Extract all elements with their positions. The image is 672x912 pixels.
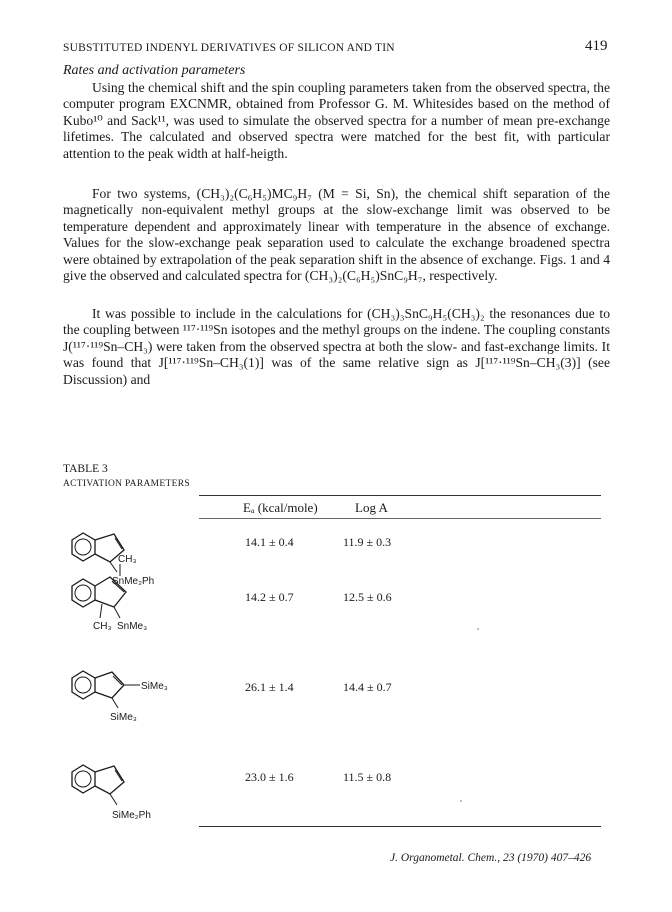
paragraph-2 <box>63 186 610 284</box>
ea-value: 23.0 ± 1.6 <box>245 770 294 784</box>
scan-speck <box>477 628 479 630</box>
substituent-label: CH₃ <box>118 554 137 565</box>
table-header-rule <box>199 518 601 519</box>
ea-value: 14.1 ± 0.4 <box>245 535 294 549</box>
table-top-rule <box>199 495 601 496</box>
table-label: TABLE 3 <box>63 463 108 475</box>
scan-speck <box>460 800 462 802</box>
col-header-ea: Eₐ (kcal/mole) <box>243 500 318 515</box>
paragraph-text: Using the chemical shift and the spin coupling parameters taken from the observed spectra, the computer program EXCNMR, obtained from Professor G. M. Whitesides based on the method of Kubo¹⁰ and Sack¹¹, was used to simulate the observed spectra for a number of mean pre-exchange lifetimes. The calculated and observed spectra were matched for the best fit, with particular attention to the peak width at half-heigth. <box>63 80 610 161</box>
structure-dimethylindenyl-snme3 <box>62 552 202 634</box>
ea-value: 26.1 ± 1.4 <box>245 680 294 694</box>
running-head: SUBSTITUTED INDENYL DERIVATIVES OF SILICON AND TIN <box>63 42 395 54</box>
paragraph-text: It was possible to include in the calculations for (CH₃)₃SnC₉H₅(CH₃)₂ the resonances due to the coupling between ¹¹⁷·¹¹⁹Sn isotopes and the methyl groups on the indene. The coupling constants J(¹¹⁷·¹¹⁹Sn–CH₃) were taken from the observed spectra at both the slow- and fast-exchange limits. It was found that J[¹¹⁷·¹¹⁹Sn–CH₃(1)] was of the same relative sign as J[¹¹⁷·¹¹⁹Sn–CH₃(3)] (see Discussion) and <box>63 306 610 387</box>
loga-value: 11.5 ± 0.8 <box>343 770 392 784</box>
col-header-loga: Log A <box>355 500 388 515</box>
loga-value: 11.9 ± 0.3 <box>343 535 392 549</box>
loga-value: 12.5 ± 0.6 <box>343 590 392 604</box>
table-bottom-rule <box>199 826 601 827</box>
section-title: Rates and activation parameters <box>63 63 246 78</box>
paragraph-1 <box>63 80 610 162</box>
structure-indenyl-sime2ph <box>62 752 202 822</box>
substituent-label: SiMe₃ <box>110 712 137 723</box>
page-number: 419 <box>585 38 608 54</box>
structure-indenyl-bis-sime3 <box>62 664 202 726</box>
table-title: ACTIVATION PARAMETERS <box>63 479 190 489</box>
substituent-label: SiMe₂Ph <box>112 810 151 821</box>
ea-value: 14.2 ± 0.7 <box>245 590 294 604</box>
journal-citation: J. Organometal. Chem., 23 (1970) 407–426 <box>390 852 592 864</box>
substituent-label: SnMe₃ <box>117 621 148 632</box>
loga-value: 14.4 ± 0.7 <box>343 680 392 694</box>
paragraph-3 <box>63 306 610 388</box>
substituent-label: CH₃ <box>93 621 112 632</box>
substituent-label: SiMe₃ <box>141 681 168 692</box>
substituent-label: SnMe₂Ph <box>112 576 155 587</box>
paragraph-text: For two systems, (CH₃)₂(C₆H₅)MC₉H₇ (M = Si, Sn), the chemical shift separation of the magnetically non-equivalent methyl groups at the slow-exchange limit was observed to be temperature dependent and approximately linear with temperature in the absence of exchange. Values for the slow-exchange peak separation used to calculate the exchange broadened spectra were obtained by extrapolation of the peak separation shift in the absence of exchange. Figs. 1 and 4 give the observed and calculated spectra for (CH₃)₂(C₆H₅)SnC₉H₇, respectively. <box>63 186 610 284</box>
